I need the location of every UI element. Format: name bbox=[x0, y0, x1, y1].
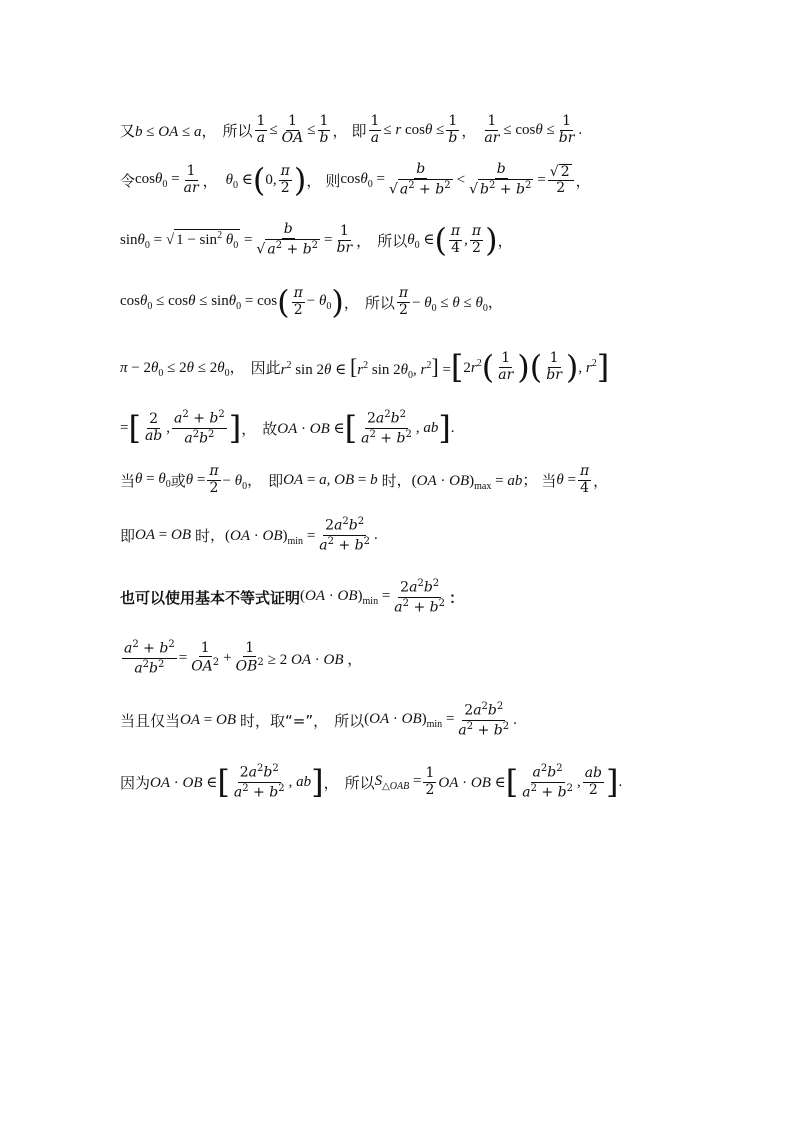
text: 即 bbox=[351, 121, 367, 140]
text: 则 bbox=[325, 171, 341, 190]
text: 故 bbox=[262, 419, 278, 438]
text: 所以 bbox=[222, 121, 253, 140]
line-8: 即 OA = OB 时 ，$(OA \cdot OB)_{min}$ = $\frac{2a^2b^2}{a^2 + b^2}$ . bbox=[120, 516, 378, 554]
text: 所以 bbox=[377, 231, 408, 250]
line-6: = [ $\frac{2}{ab}$ , $\frac{a^2 + b^2}{a^2b^2}$ ] ， 故 OA · OB ∈ [ $\frac{2a^2b^2}{a^2 + b^2}$ , ab ] . bbox=[120, 409, 455, 447]
text: 或 bbox=[170, 471, 186, 490]
line-4: cosθ$_0$ ≤ cosθ ≤ sinθ$_0$ = cos ( $\frac{\pi}{2}$ − $\theta_0$ ) ， 所以 $\frac{\pi}{2}$ − $\theta_0 \le \theta \le \theta_0$， bbox=[120, 283, 503, 321]
line-2: 令 cosθ$_0$ = $\frac{1}{ar}$ ， $\theta_0$ ∈ ( 0, $\frac{\pi}{2}$ ) ， 则 cosθ$_0$ = $\frac{b}{√ a^2 + b^2}$ < $\frac{b}{√ b^2 + b^2}$ = $\frac{√ 2}{2}$ ， bbox=[120, 161, 591, 199]
line-9: 也可以使用基本不等式证明 $(OA \cdot OB)_{min}$ = $\frac{2a^2b^2}{a^2 + b^2}$ ： bbox=[120, 578, 465, 616]
text: 当且仅当 bbox=[120, 711, 181, 730]
text: 因为 bbox=[120, 773, 151, 792]
text: 当 bbox=[120, 471, 136, 490]
text: 即 bbox=[120, 526, 136, 545]
text: 又 bbox=[120, 121, 136, 140]
text: 令 bbox=[120, 171, 136, 190]
text: 当 bbox=[541, 471, 557, 490]
text: 即 bbox=[268, 471, 284, 490]
line-11: 当且仅当 OA = OB 时，取“=”， 所以 $(OA \cdot OB)_{min}$ = $\frac{2a^2b^2}{a^2 + b^2}$ . bbox=[120, 701, 517, 739]
line-10: $\frac{a^2 + b^2}{a^2b^2}$ = $\frac{1}{OA^2}$ + $\frac{1}{OB^2}$ ≥ 2 OA · OB ， bbox=[124, 639, 363, 677]
bold-note: 也可以使用基本不等式证明 bbox=[120, 588, 301, 607]
line-12: 因为 OA · OB ∈ [ $\frac{2a^2b^2}{a^2 + b^2}$ , ab ] ， 所以 $S_{\triangle OAB}$ = $\frac{1}{2}$ OA · OB ∈ [ $\frac{a^2b^2}{a^2 + b^2}$ , $\frac{ab}{2}$ ] . bbox=[120, 763, 623, 801]
text: 因此 bbox=[250, 358, 281, 377]
line-3: sinθ$_0$ = √ $1 - \sin^2 \theta_0$ = $\frac{b}{√ a^2 + b^2}$ = $\frac{1}{br}$ ， 所以 $\theta_0$ ∈ ( $\frac{\pi}{4}$ , $\frac{\pi}{2}$ ) ， bbox=[120, 221, 513, 259]
line-1: 又 b ≤ OA ≤ a， 所以 $\frac{1}{a}$ ≤ $\frac{1}{OA}$ ≤ $\frac{1}{b}$ ， 即 $\frac{1}{a}$ ≤ r cosθ ≤ $\frac{1}{b}$ ， $\frac{1}{ar}$ ≤ cosθ ≤ $\frac{1}{br}$ . bbox=[120, 113, 583, 146]
text: 时 bbox=[194, 526, 210, 545]
text: 所以 bbox=[344, 773, 375, 792]
line-5: $\pi - 2\theta_0 \le 2\theta \le 2\theta_0$， 因此 $r^2$ sin 2θ ∈ [$r^2$ $\sin 2\theta_0$, $r^2$] = [ $2r^2$ ( $\frac{1}{ar}$ )( $\frac{1}{br}$ ) , $r^2$ ] bbox=[120, 348, 610, 386]
line-7: 当 $\theta = \theta_0$ 或 θ = $\frac{\pi}{2}$ − $\theta_0$， 即 OA = a, OB = b 时 ，$(OA \cdot OB)_{max}$ = ab； 当 θ = $\frac{\pi}{4}$ ， bbox=[120, 463, 609, 496]
text: 时 bbox=[381, 471, 397, 490]
text: 所以 bbox=[364, 293, 395, 312]
text: 时，取“=”， bbox=[239, 711, 329, 730]
text: 所以 bbox=[334, 711, 365, 730]
